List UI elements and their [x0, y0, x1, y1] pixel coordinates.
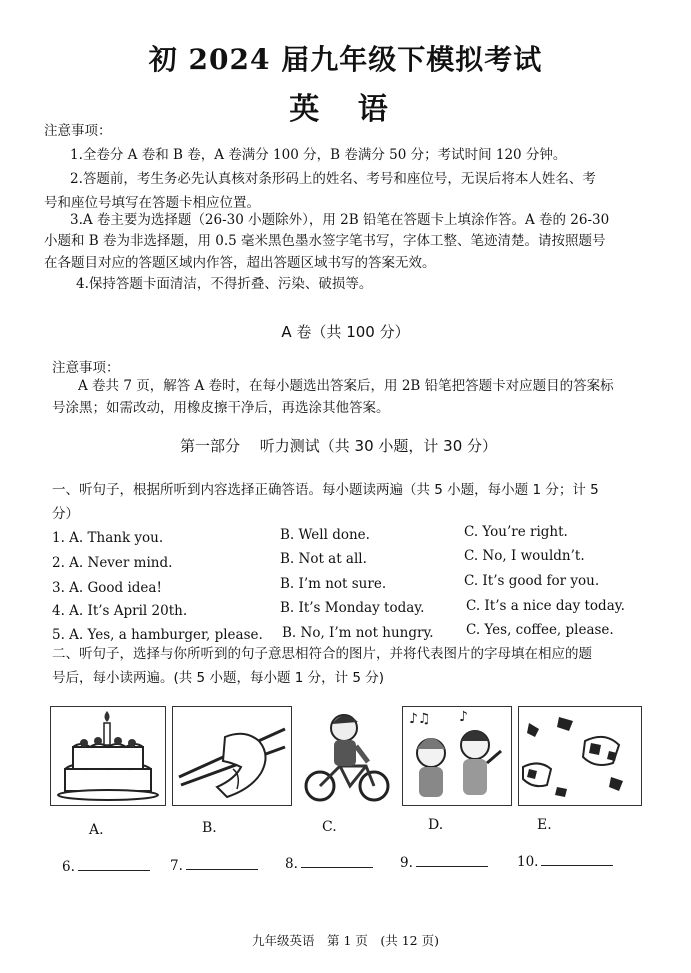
picture-c-boy-bike [294, 706, 398, 804]
exam-title: 初 2024 届九年级下模拟考试 [148, 43, 543, 76]
boy-riding-bike-icon [294, 706, 398, 804]
picture-letter-e: E. [537, 817, 552, 833]
picture-letter-c: C. [322, 819, 337, 835]
blank-line[interactable] [541, 853, 613, 866]
blank-number: 6. [62, 859, 75, 875]
q2-option-c: C. No, I wouldn’t. [464, 548, 585, 564]
notice-label: 注意事项： [44, 123, 112, 139]
page-footer: 九年级英语 第 1 页 (共 12 页) [251, 933, 439, 948]
section1-instruction-line1: 一、听句子，根据所听到内容选择正确答语。每小题读两遍（共 5 小题，每小题 1 分；计 5 [52, 482, 599, 498]
picture-b-chopsticks [172, 706, 292, 806]
blank-number: 10. [517, 854, 539, 870]
section-a-notice-line2: 号涂黑；如需改动，用橡皮擦干净后，再选涂其他答案。 [52, 400, 390, 416]
answer-blank-8[interactable] [285, 855, 373, 872]
section2-instruction-line1: 二、听句子，选择与你所听到的句子意思相符合的图片，并将代表图片的字母填在相应的题 [52, 646, 592, 662]
blank-line[interactable] [301, 855, 373, 868]
section-a-notice-label: 注意事项： [52, 360, 120, 376]
picture-e-cows [518, 706, 642, 806]
q2-option-a: 2. A. Never mind. [52, 555, 173, 571]
blank-number: 7. [170, 858, 183, 874]
blank-line[interactable] [78, 858, 150, 871]
notice-item-2: 2.答题前，考生务必先认真核对条形码上的姓名、考号和座位号，无误后将本人姓名、考 [70, 171, 596, 187]
part1-title: 第一部分 听力测试（共 30 小题，计 30 分） [180, 437, 498, 455]
answer-blank-7[interactable] [170, 857, 258, 874]
q1-option-b: B. Well done. [280, 527, 370, 543]
q4-option-a: 4. A. It’s April 20th. [52, 603, 188, 619]
notice-item-4: 4.保持答题卡面清洁，不得折叠、污染、破损等。 [76, 276, 373, 292]
notice-item-3-cont1: 小题和 B 卷为非选择题，用 0.5 毫米黑色墨水签字笔书写，字体工整、笔迹清楚。请按照题号 [44, 233, 606, 249]
notice-item-3-cont2: 在各题目对应的答题区域内作答，超出答题区域书写的答案无效。 [44, 255, 436, 271]
q5-option-b: B. No, I’m not hungry. [282, 625, 434, 641]
answer-blank-6[interactable] [62, 858, 150, 875]
q5-option-c: C. Yes, coffee, please. [466, 622, 614, 638]
notice-item-3: 3.A 卷主要为选择题（26-30 小题除外），用 2B 铅笔在答题卡上填涂作答。A 卷的 26-30 [70, 212, 610, 228]
blank-line[interactable] [186, 857, 258, 870]
svg-text:♪: ♪ [459, 709, 468, 725]
q1-option-a: 1. A. Thank you. [52, 530, 164, 546]
section2-instruction-line2: 号后，每小读两遍。(共 5 小题，每小题 1 分，计 5 分) [52, 670, 385, 686]
blank-number: 8. [285, 856, 298, 872]
picture-a-birthday-cake [50, 706, 166, 806]
section-a-notice-line1: A 卷共 7 页，解答 A 卷时，在每小题选出答案后，用 2B 铅笔把答题卡对应题目的答案标 [78, 378, 614, 394]
q3-option-a: 3. A. Good idea! [52, 580, 162, 596]
picture-letter-d: D. [428, 817, 444, 833]
q5-option-a: 5. A. Yes, a hamburger, please. [52, 627, 263, 643]
q3-option-b: B. I’m not sure. [280, 576, 387, 592]
kids-singing-icon [403, 707, 511, 805]
q1-option-c: C. You’re right. [464, 524, 568, 540]
picture-letter-b: B. [202, 820, 217, 836]
answer-blank-9[interactable] [400, 854, 488, 871]
q3-option-c: C. It’s good for you. [464, 573, 600, 589]
notice-item-1: 1.全卷分 A 卷和 B 卷，A 卷满分 100 分，B 卷满分 50 分；考试时间 120 分钟。 [70, 147, 567, 163]
blank-number: 9. [400, 855, 413, 871]
svg-text:♪♫: ♪♫ [409, 711, 431, 727]
picture-d-kids-singing [402, 706, 512, 806]
cows-icon [519, 707, 641, 805]
picture-letter-a: A. [89, 822, 104, 838]
section1-instruction-line2: 分） [52, 506, 79, 522]
q4-option-c: C. It’s a nice day today. [466, 598, 625, 614]
q4-option-b: B. It’s Monday today. [280, 600, 425, 616]
blank-line[interactable] [416, 854, 488, 867]
subject-title: 英 语 [289, 92, 402, 127]
q2-option-b: B. Not at all. [280, 551, 367, 567]
birthday-cake-icon [51, 707, 165, 805]
notice-item-2-cont: 号和座位号填写在答题卡相应位置。 [44, 195, 260, 211]
answer-blank-10[interactable] [517, 853, 613, 870]
section-a-title: A 卷（共 100 分） [281, 323, 410, 341]
chopsticks-hand-icon [173, 707, 291, 805]
